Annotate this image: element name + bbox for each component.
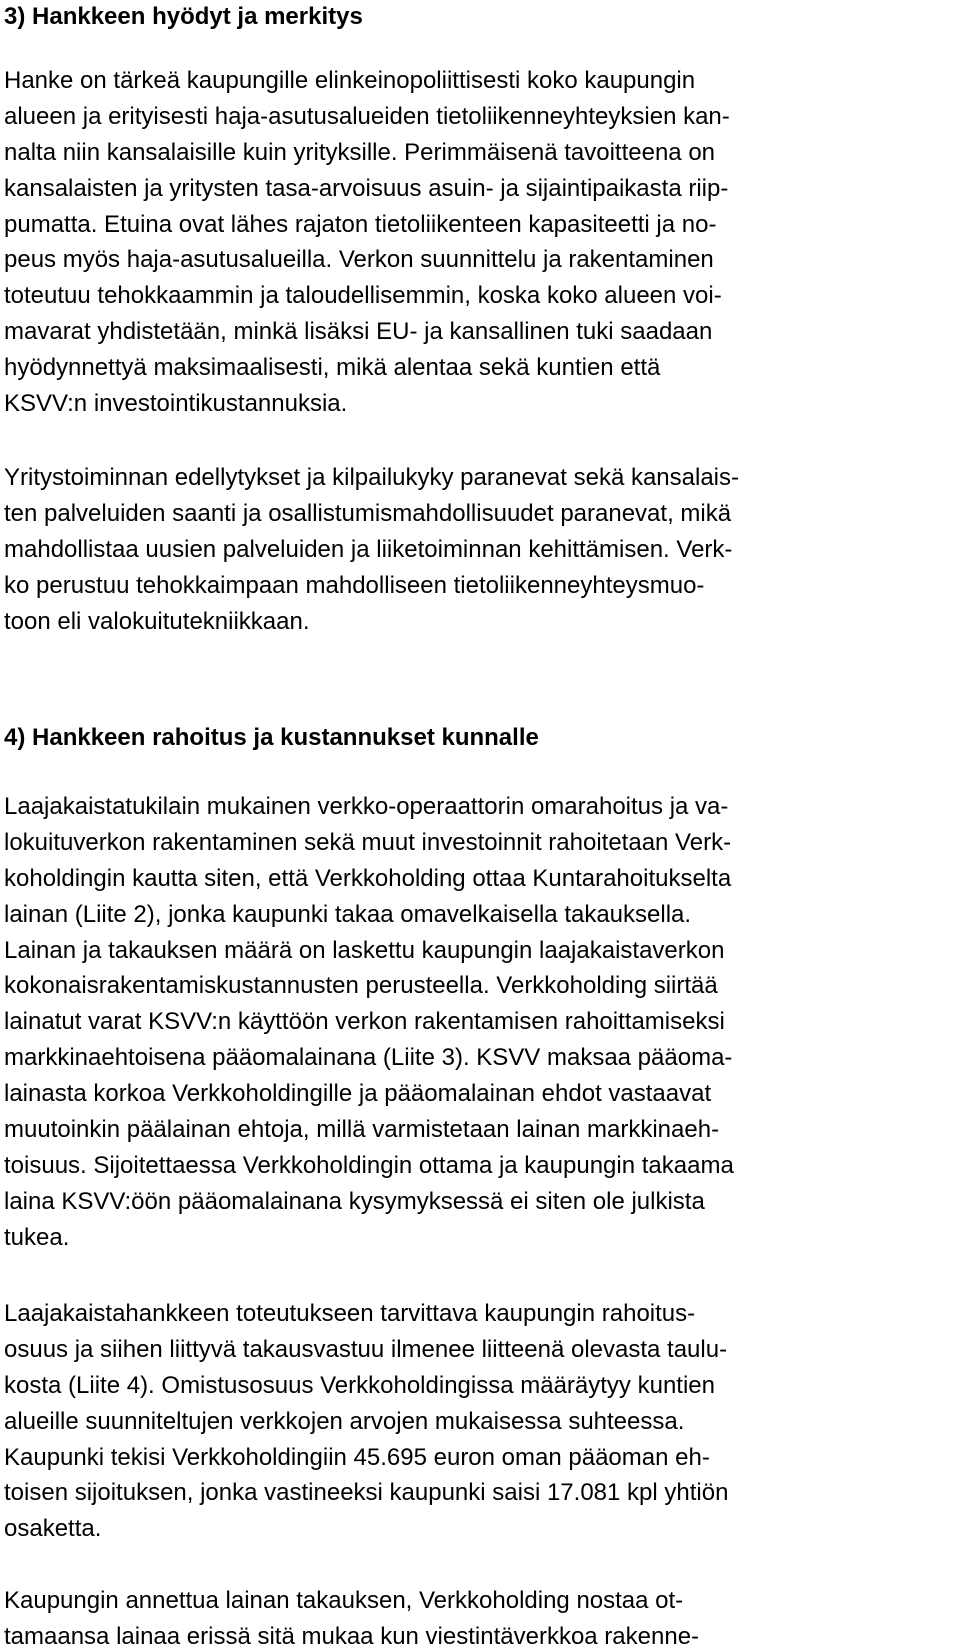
text-line: ten palveluiden saanti ja osallistumismahdollisuudet paranevat, mikä (4, 499, 732, 527)
text-line: kosta (Liite 4). Omistusosuus Verkkoholdingissa määräytyy kuntien (4, 1371, 715, 1399)
text-line: Kaupungin annettua lainan takauksen, Verkkoholding nostaa ot- (4, 1587, 684, 1614)
text-line: koholdingin kautta siten, että Verkkoholding ottaa Kuntarahoitukselta (4, 864, 732, 892)
section-4-paragraph-3 (4, 1583, 699, 1650)
text-line: kansalaisten ja yritysten tasa-arvoisuus asuin- ja sijaintipaikasta riip- (4, 174, 729, 202)
text-line: laina KSVV:öön pääomalainana kysymyksessä ei siten ole julkista (4, 1187, 705, 1215)
text-line: muutoinkin päälainan ehtoja, millä varmistetaan lainan markkinaeh- (4, 1116, 720, 1144)
text-line: toteutuu tehokkaammin ja taloudellisemmin, koska koko alueen voi- (4, 282, 722, 310)
text-line: osuus ja siihen liittyvä takausvastuu ilmenee liitteenä olevasta taulu- (4, 1335, 728, 1363)
text-line: tamaansa lainaa erissä sitä mukaa kun viestintäverkkoa rakenne- (4, 1622, 700, 1650)
section-4-paragraph-1 (4, 789, 734, 1256)
text-line: Yritystoiminnan edellytykset ja kilpailukyky paranevat sekä kansalais- (4, 464, 739, 491)
text-line: lainasta korkoa Verkkoholdingille ja pääomalainan ehdot vastaavat (4, 1080, 712, 1108)
text-line: tukea. (4, 1223, 70, 1251)
text-line: alueen ja erityisesti haja-asutusalueiden tietoliikenneyhteyksien kan- (4, 102, 730, 130)
text-line: peus myös haja-asutusalueilla. Verkon suunnittelu ja rakentaminen (4, 246, 714, 274)
text-line: alueille suunniteltujen verkkojen arvojen mukaisessa suhteessa. (4, 1407, 685, 1435)
text-line: nalta niin kansalaisille kuin yrityksille. Perimmäisenä tavoitteena on (4, 138, 716, 166)
text-line: mahdollistaa uusien palveluiden ja liiketoiminnan kehittämisen. Verk- (4, 535, 733, 563)
section-3-heading: 3) Hankkeen hyödyt ja merkitys (4, 3, 363, 30)
section-3-paragraph-2 (4, 460, 739, 639)
text-line: toisuus. Sijoitettaessa Verkkoholdingin ottama ja kaupungin takaama (4, 1151, 734, 1179)
section-3-paragraph-1 (4, 63, 730, 422)
text-line: lainatut varat KSVV:n käyttöön verkon rakentamisen rahoittamiseksi (4, 1008, 725, 1036)
text-line: Kaupunki tekisi Verkkoholdingiin 45.695 euron oman pääoman eh- (4, 1443, 710, 1471)
text-line: ko perustuu tehokkaimpaan mahdolliseen tietoliikenneyhteysmuo- (4, 571, 705, 599)
text-line: lainan (Liite 2), jonka kaupunki takaa omavelkaisella takauksella. (4, 900, 692, 928)
text-line: osaketta. (4, 1515, 102, 1543)
text-line: Hanke on tärkeä kaupungille elinkeinopoliittisesti koko kaupungin (4, 67, 696, 94)
text-line: toon eli valokuitutekniikkaan. (4, 607, 310, 635)
text-line: Laajakaistahankkeen toteutukseen tarvittava kaupungin rahoitus- (4, 1300, 696, 1327)
text-line: pumatta. Etuina ovat lähes rajaton tietoliikenteen kapasiteetti ja no- (4, 210, 717, 238)
text-line: markkinaehtoisena pääomalainana (Liite 3). KSVV maksaa pääoma- (4, 1044, 733, 1072)
text-line: Laajakaistatukilain mukainen verkko-operaattorin omarahoitus ja va- (4, 793, 729, 820)
text-line: Lainan ja takauksen määrä on laskettu kaupungin laajakaistaverkon (4, 936, 725, 964)
section-4-paragraph-2 (4, 1296, 728, 1547)
text-line: kokonaisrakentamiskustannusten perusteella. Verkkoholding siirtää (4, 972, 718, 1000)
section-4-heading: 4) Hankkeen rahoitus ja kustannukset kunnalle (4, 724, 539, 751)
text-line: toisen sijoituksen, jonka vastineeksi kaupunki saisi 17.081 kpl yhtiön (4, 1479, 729, 1507)
text-line: mavarat yhdistetään, minkä lisäksi EU- ja kansallinen tuki saadaan (4, 318, 713, 346)
text-line: lokuituverkon rakentaminen sekä muut investoinnit rahoitetaan Verk- (4, 828, 732, 856)
text-line: KSVV:n investointikustannuksia. (4, 390, 348, 418)
text-line: hyödynnettyä maksimaalisesti, mikä alentaa sekä kuntien että (4, 354, 661, 382)
